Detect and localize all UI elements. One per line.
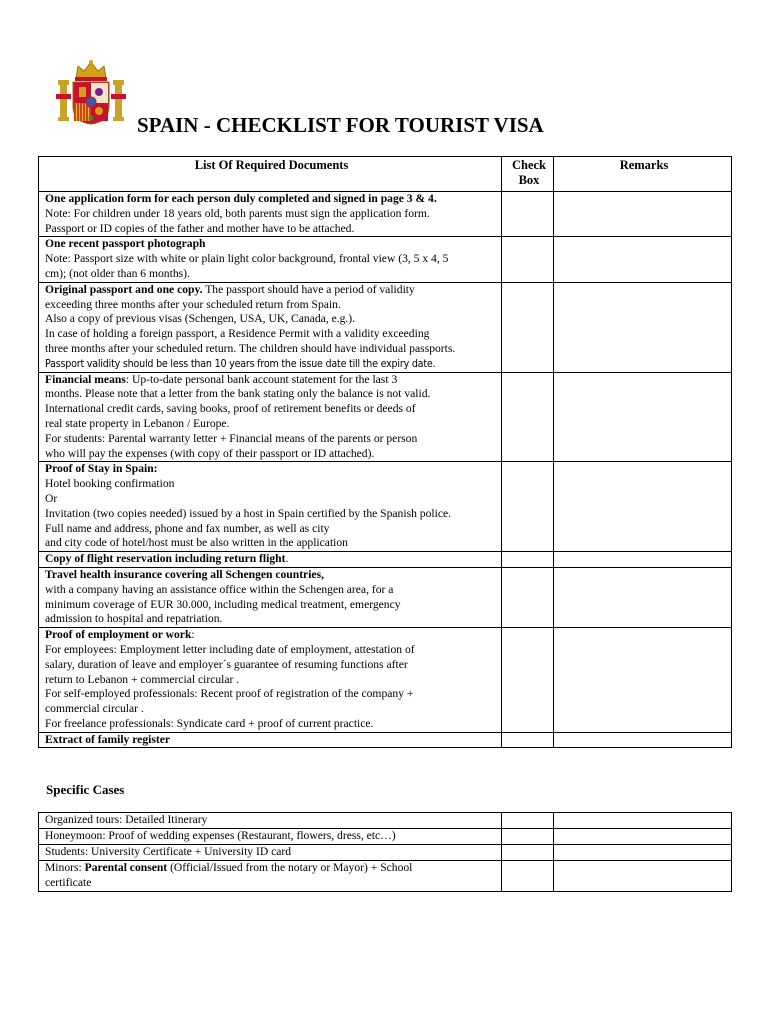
line-text: with a company having an assistance office within the Schengen area, for a	[45, 582, 394, 596]
document-cell	[39, 732, 502, 748]
check-box-cell[interactable]	[502, 813, 554, 829]
spain-coat-of-arms-icon	[56, 58, 126, 126]
specific-cases-heading: Specific Cases	[46, 782, 125, 797]
line-text: Honeymoon: Proof of wedding expenses (Restaurant, flowers, dress, etc…)	[45, 829, 396, 842]
document-line	[45, 536, 498, 551]
line-bold-prefix: Parental consent	[84, 861, 168, 874]
line-text: Extract of family register	[45, 732, 171, 746]
header-check-box: Check Box	[502, 157, 554, 192]
document-line	[45, 237, 498, 252]
document-line	[45, 417, 498, 432]
line-text: certificate	[45, 875, 92, 889]
line-text: : Up-to-date personal bank account statement for the last 3	[125, 372, 398, 386]
document-line	[45, 612, 498, 627]
line-text: Students: University Certificate + University ID card	[45, 845, 292, 858]
remarks-cell[interactable]	[554, 567, 732, 627]
check-box-cell[interactable]	[502, 567, 554, 627]
remarks-cell[interactable]	[554, 829, 732, 845]
document-line	[45, 598, 498, 613]
check-box-cell[interactable]	[502, 462, 554, 552]
line-bold-prefix: Original passport and one copy.	[45, 282, 203, 296]
line-text: exceeding three months after your scheduled return from Spain.	[45, 297, 341, 311]
line-text: :	[191, 628, 195, 642]
check-box-cell[interactable]	[502, 845, 554, 861]
table-row	[39, 462, 732, 552]
document-line	[45, 387, 498, 402]
document-line	[45, 813, 498, 828]
document-cell	[39, 861, 502, 892]
document-cell	[39, 237, 502, 282]
document-line	[45, 402, 498, 417]
document-cell	[39, 567, 502, 627]
line-text: .	[285, 552, 289, 566]
document-line	[45, 447, 498, 462]
document-line	[45, 861, 498, 876]
table-row	[39, 845, 732, 861]
table-row	[39, 552, 732, 568]
line-text: One application form for each person duly completed and signed in page 3 & 4.	[45, 192, 437, 205]
line-bold-prefix: Financial means	[45, 372, 126, 386]
document-cell	[39, 552, 502, 568]
line-text: who will pay the expenses (with copy of their passport or ID attached).	[45, 446, 375, 460]
document-cell	[39, 829, 502, 845]
remarks-cell[interactable]	[554, 628, 732, 733]
header-remarks: Remarks	[554, 157, 732, 192]
document-cell	[39, 813, 502, 829]
line-text: One recent passport photograph	[45, 237, 206, 251]
line-text: Passport or ID copies of the father and mother have to be attached.	[45, 221, 355, 235]
line-bold-prefix: Copy of flight reservation including return flight	[45, 552, 286, 566]
remarks-cell[interactable]	[554, 845, 732, 861]
line-text: Hotel booking confirmation	[45, 477, 175, 491]
line-text: Organized tours: Detailed Itinerary	[45, 813, 208, 826]
line-text: Full name and address, phone and fax number, as well as city	[45, 521, 330, 535]
document-line	[45, 462, 498, 477]
document-line	[45, 373, 498, 388]
line-text: months. Please note that a letter from the bank stating only the balance is not valid.	[45, 387, 431, 401]
document-line	[45, 583, 498, 598]
specific-cases-table	[38, 812, 732, 892]
table-row	[39, 372, 732, 462]
check-box-cell[interactable]	[502, 552, 554, 568]
check-box-cell[interactable]	[502, 192, 554, 237]
document-line	[45, 507, 498, 522]
document-line	[45, 673, 498, 688]
remarks-cell[interactable]	[554, 237, 732, 282]
document-line	[45, 298, 498, 313]
document-line	[45, 432, 498, 447]
line-text: For employees: Employment letter including date of employment, attestation of	[45, 642, 415, 656]
document-line	[45, 222, 498, 237]
check-box-cell[interactable]	[502, 829, 554, 845]
page-title: SPAIN - CHECKLIST FOR TOURIST VISA	[137, 113, 544, 137]
document-line	[45, 477, 498, 492]
line-text: admission to hospital and repatriation.	[45, 612, 223, 626]
line-prefix: Minors:	[45, 861, 85, 874]
document-line	[45, 192, 498, 207]
required-documents-table	[38, 156, 732, 748]
line-text: Also a copy of previous visas (Schengen, USA, UK, Canada, e.g.).	[45, 312, 356, 326]
check-box-cell[interactable]	[502, 861, 554, 892]
document-line	[45, 733, 498, 748]
table-row	[39, 567, 732, 627]
remarks-cell[interactable]	[554, 813, 732, 829]
line-text: salary, duration of leave and employer´s guarantee of resuming functions after	[45, 657, 408, 671]
line-text: commercial circular .	[45, 702, 144, 716]
document-line	[45, 252, 498, 267]
remarks-cell[interactable]	[554, 552, 732, 568]
line-text: three months after your scheduled return. The children should have individual passports.	[45, 341, 456, 355]
check-box-cell[interactable]	[502, 282, 554, 372]
document-line	[45, 492, 498, 507]
document-line	[45, 327, 498, 342]
remarks-cell[interactable]	[554, 372, 732, 462]
check-box-cell[interactable]	[502, 372, 554, 462]
remarks-cell[interactable]	[554, 462, 732, 552]
remarks-cell[interactable]	[554, 732, 732, 748]
line-text: cm); (not older than 6 months).	[45, 266, 190, 280]
document-line	[45, 207, 498, 222]
document-line	[45, 522, 498, 537]
document-line	[45, 628, 498, 643]
document-line	[45, 829, 498, 844]
document-line	[45, 687, 498, 702]
line-text: International credit cards, saving books, proof of retirement benefits or deeds of	[45, 402, 416, 416]
line-text: Invitation (two copies needed) issued by a host in Spain certified by the Spanish police.	[45, 506, 452, 520]
table-row	[39, 237, 732, 282]
table-row	[39, 628, 732, 733]
check-box-cell[interactable]	[502, 628, 554, 733]
line-text: (Official/Issued from the notary or Mayor) + School	[167, 861, 413, 874]
document-line	[45, 568, 498, 583]
document-cell	[39, 845, 502, 861]
table-row	[39, 732, 732, 748]
header-documents: List Of Required Documents	[39, 157, 502, 192]
line-text: and city code of hotel/host must be also written in the application	[45, 536, 348, 550]
table-row	[39, 861, 732, 892]
remarks-cell[interactable]	[554, 282, 732, 372]
line-text: For students: Parental warranty letter + Financial means of the parents or person	[45, 431, 418, 445]
document-cell	[39, 282, 502, 372]
document-line	[45, 312, 498, 327]
line-text: The passport should have a period of validity	[202, 282, 415, 296]
document-cell	[39, 628, 502, 733]
document-line	[45, 658, 498, 673]
document-line	[45, 357, 498, 372]
check-box-cell[interactable]	[502, 732, 554, 748]
line-text: For self-employed professionals: Recent proof of registration of the company +	[45, 687, 414, 701]
line-text: For freelance professionals: Syndicate card + proof of current practice.	[45, 716, 374, 730]
document-line	[45, 643, 498, 658]
document-cell	[39, 192, 502, 237]
line-text: Note: Passport size with white or plain light color background, frontal view (3, 5 x 4, 5	[45, 252, 449, 266]
line-text: minimum coverage of EUR 30.000, including medical treatment, emergency	[45, 597, 401, 611]
line-text: Or	[45, 491, 58, 505]
document-line	[45, 702, 498, 717]
line-bold-prefix: Proof of employment or work	[45, 628, 192, 642]
line-text: Passport validity should be less than 10 years from the issue date till the expiry date.	[45, 357, 436, 370]
line-text: return to Lebanon + commercial circular .	[45, 672, 240, 686]
document-line	[45, 342, 498, 357]
table-row	[39, 192, 732, 237]
document-line	[45, 717, 498, 732]
document-line	[45, 876, 498, 891]
remarks-cell[interactable]	[554, 192, 732, 237]
line-text: Note: For children under 18 years old, both parents must sign the application form.	[45, 206, 430, 220]
table-row	[39, 813, 732, 829]
remarks-cell[interactable]	[554, 861, 732, 892]
line-text: In case of holding a foreign passport, a Residence Permit with a validity exceeding	[45, 327, 430, 341]
document-line	[45, 552, 498, 567]
table-row	[39, 829, 732, 845]
document-line	[45, 845, 498, 860]
document-line	[45, 267, 498, 282]
document-cell	[39, 462, 502, 552]
check-box-cell[interactable]	[502, 237, 554, 282]
line-text: Travel health insurance covering all Schengen countries,	[45, 567, 324, 581]
line-text: Proof of Stay in Spain:	[45, 462, 158, 476]
line-text: real state property in Lebanon / Europe.	[45, 416, 230, 430]
document-cell	[39, 372, 502, 462]
table-row	[39, 282, 732, 372]
table-header-row	[39, 157, 732, 192]
document-line	[45, 283, 498, 298]
